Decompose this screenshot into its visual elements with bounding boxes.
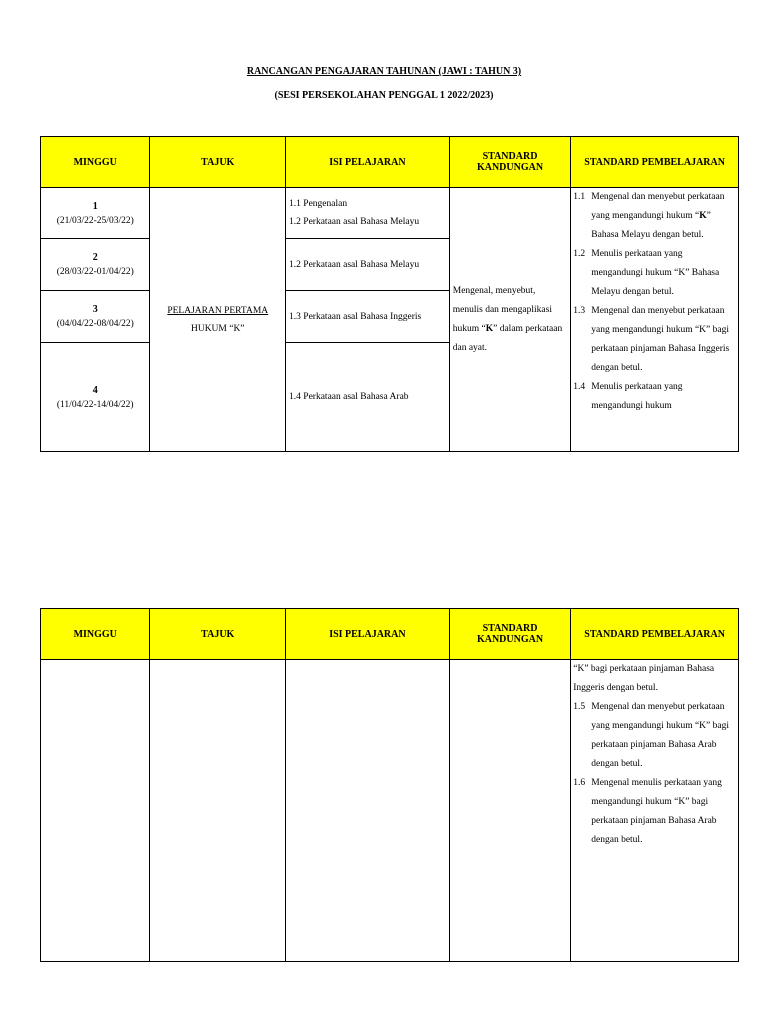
topic-subtitle: HUKUM “K” — [190, 323, 245, 334]
header-isi-pelajaran: ISI PELAJARAN — [286, 137, 450, 188]
sp-item: 1.4 Menulis perkataan yang mengandungi hukum — [573, 382, 683, 411]
sp-item: 1.3 Mengenal dan menyebut perkataan yang mengandungi hukum “K” bagi perkataan pinjaman Bahasa Inggeris dengan betul. — [573, 306, 730, 373]
document-title: RANCANGAN PENGAJARAN TAHUNAN (JAWI : TAHUN 3) — [246, 66, 522, 77]
standard-pembelajaran-cell — [571, 660, 739, 962]
header-standard-pembelajaran: STANDARD PEMBELAJARAN — [571, 137, 739, 188]
table-row — [41, 660, 739, 962]
week-cell — [41, 291, 150, 343]
topic-cell — [150, 660, 286, 962]
lesson-plan-table-2 — [40, 608, 739, 962]
standard-kandungan-cell: Mengenal, menyebut, menulis dan mengaplikasi hukum “K” dalam perkataan dan ayat. — [449, 188, 571, 452]
topic-cell — [150, 188, 286, 452]
isi-item: 1.2 Perkataan asal Bahasa Melayu — [289, 217, 420, 227]
isi-item: 1.4 Perkataan asal Bahasa Arab — [289, 392, 409, 402]
week-cell — [41, 239, 150, 291]
sp-item: 1.5 Mengenal dan menyebut perkataan yang mengandungi hukum “K” bagi perkataan pinjaman Bahasa Arab dengan betul. — [573, 702, 729, 769]
sp-item: 1.1 Mengenal dan menyebut perkataan yang mengandungi hukum “K” Bahasa Melayu dengan betul. — [573, 192, 725, 240]
sp-item: 1.2 Menulis perkataan yang mengandungi hukum “K” Bahasa Melayu dengan betul. — [573, 249, 720, 297]
sp-continuation: “K” bagi perkataan pinjaman Bahasa Inggeris dengan betul. — [573, 664, 715, 693]
week-number: 4 — [92, 384, 98, 396]
document-subtitle: (SESI PERSEKOLAHAN PENGGAL 1 2022/2023) — [274, 90, 494, 101]
header-tajuk: TAJUK — [150, 137, 286, 188]
topic-title: PELAJARAN PERTAMA — [167, 305, 269, 316]
sp-item: 1.6 Mengenal menulis perkataan yang mengandungi hukum “K” bagi perkataan pinjaman Bahasa Arab dengan betul. — [573, 778, 722, 845]
week-dates: (21/03/22-25/03/22) — [56, 215, 134, 226]
isi-cell — [286, 188, 450, 239]
week-dates: (11/04/22-14/04/22) — [56, 399, 134, 410]
table-header-row — [41, 137, 739, 188]
table-header-row — [41, 609, 739, 660]
week-dates: (28/03/22-01/04/22) — [56, 267, 134, 277]
week-number: 3 — [92, 304, 98, 315]
standard-pembelajaran-cell — [571, 188, 739, 452]
week-dates: (04/04/22-08/04/22) — [56, 319, 134, 329]
isi-cell — [286, 660, 450, 962]
week-cell — [41, 188, 150, 239]
isi-item: 1.2 Perkataan asal Bahasa Melayu — [289, 259, 420, 270]
week-cell — [41, 660, 150, 962]
week-number: 2 — [92, 252, 98, 263]
lesson-plan-table-1 — [40, 136, 739, 452]
isi-cell — [286, 239, 450, 291]
header-tajuk: TAJUK — [150, 609, 286, 660]
isi-item: 1.1 Pengenalan — [289, 199, 348, 209]
header-minggu: MINGGU — [41, 137, 150, 188]
week-cell — [41, 343, 150, 452]
isi-item: 1.3 Perkataan asal Bahasa Inggeris — [289, 311, 422, 322]
header-minggu: MINGGU — [41, 609, 150, 660]
standard-kandungan-cell — [449, 660, 571, 962]
header-standard-pembelajaran: STANDARD PEMBELAJARAN — [571, 609, 739, 660]
isi-cell — [286, 291, 450, 343]
header-isi-pelajaran: ISI PELAJARAN — [286, 609, 450, 660]
header-standard-kandungan: STANDARD KANDUNGAN — [449, 137, 571, 188]
header-standard-kandungan: STANDARD KANDUNGAN — [449, 609, 571, 660]
week-number: 1 — [92, 200, 98, 212]
table-row — [41, 188, 739, 239]
isi-cell — [286, 343, 450, 452]
